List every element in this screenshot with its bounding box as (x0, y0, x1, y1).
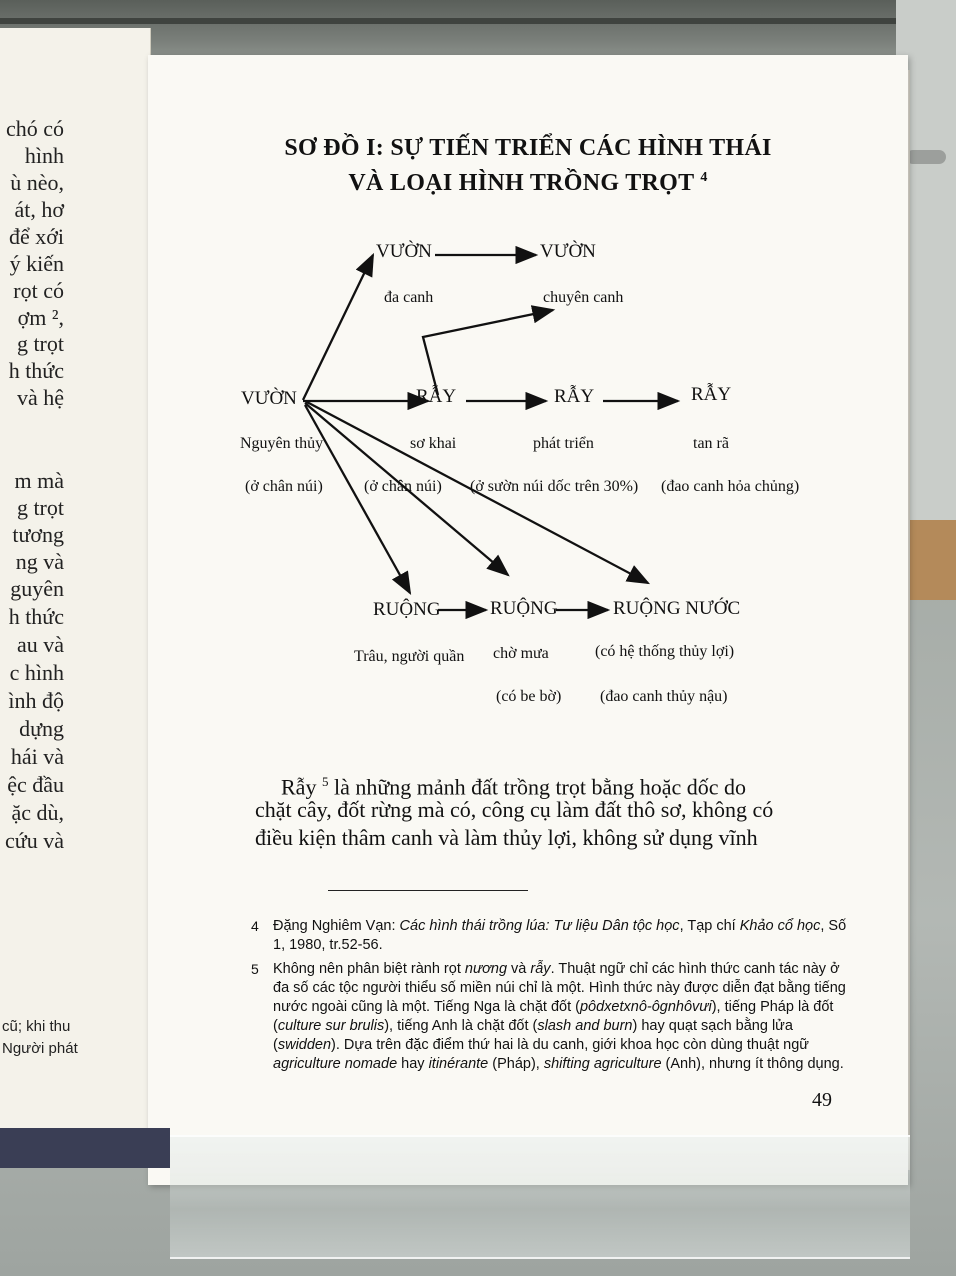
left-page-line: h thức (8, 604, 64, 629)
label-be-bo: (có be bờ) (496, 688, 562, 705)
body-line-2: chặt cây, đốt rừng mà có, công cụ làm đất thô sơ, không có (255, 797, 774, 822)
label-he-thong-thuy-loi: (có hệ thống thủy lợi) (595, 643, 735, 660)
label-chan-nui-2: (ở chân núi) (364, 478, 442, 495)
node-vuon-chuyen-canh: VƯỜN (540, 241, 596, 262)
left-page-line: ý kiến (9, 251, 64, 276)
book-cover-edge (0, 1128, 170, 1168)
footnote-5: 5 Không nên phân biệt rành rọt nương và rẫy. Thuật ngữ chỉ các hình thức canh tác này ở đa số các tộc người thiểu số miền núi chỉ là một. Hình thức này được diễn đạt bằng tiếng nước ngoài cũng là một. Tiếng Nga là chặt đốt (pôdxetxnô-ôgnhôvưi), tiếng Pháp là đốt (culture sur brulis), tiếng Anh là chặt đốt (slash and burn) hay quạt sạch bằng lửa (swidden). Dựa trên đặc điểm thứ hai là du canh, giới khoa học còn dùng thuật ngữ agriculture nomade hay itinérante (Pháp), shifting agriculture (Anh), nhưng ít thông dụng. (251, 961, 846, 1072)
door-handle (906, 150, 946, 164)
left-page-line: dựng (19, 716, 64, 741)
node-ruong-trau: RUỘNG (373, 599, 441, 620)
node-ray-phat-trien: RẪY (554, 386, 595, 407)
left-page-line: ệc đầu (7, 772, 64, 797)
left-page-line: guyên (10, 576, 64, 601)
body-line-1: Rẫy $^5$ là những mảnh đất trồng trọt bằng hoặc dốc do (281, 774, 747, 800)
body-line-3: điều kiện thâm canh và làm thủy lợi, không sử dụng vĩnh (255, 825, 758, 850)
label-dao-canh-thuy-nau: (đao canh thủy nậu) (600, 688, 728, 705)
label-suon-nui: (ở sườn núi dốc trên 30%) (470, 478, 639, 495)
left-page-line: hình (24, 143, 64, 168)
page-number: 49 (812, 1089, 832, 1111)
arrow-nguyen-thuy-to-ruong-trau (305, 405, 410, 593)
footnote-4: 4 Đặng Nghiêm Vạn: Các hình thái trồng lúa: Tư liệu Dân tộc học, Tạp chí Khảo cổ học, Số 1, 1980, tr.52-56. (251, 918, 847, 953)
label-dao-canh-hoa-chung: (đao canh hỏa chủng) (661, 478, 800, 495)
left-page-line: m mà (14, 468, 64, 493)
left-page-line: hái và (10, 744, 64, 769)
left-page-line: và hệ (16, 385, 64, 410)
diagram-title-line2: VÀ LOẠI HÌNH TRỒNG TRỌT $^4$ (348, 170, 708, 196)
left-page-footnote-line: cũ; khi thu (2, 1018, 71, 1035)
node-vuon-nguyen-thuy: VƯỜN (241, 388, 297, 409)
arrow-nguyen-thuy-to-da-canh (303, 255, 373, 400)
label-nguyen-thuy: Nguyên thủy (240, 435, 324, 452)
shelf-edge (0, 18, 956, 24)
left-page-line: h thức (8, 358, 64, 383)
left-page-line: au và (16, 632, 64, 657)
node-ruong-nuoc: RUỘNG NƯỚC (613, 598, 741, 619)
left-page-line: g trọt (16, 495, 64, 520)
node-vuon-da-canh: VƯỜN (376, 241, 432, 262)
left-page-line: để xới (8, 224, 64, 249)
left-page-line: ợm ², (17, 305, 64, 330)
left-page-line: chó có (5, 116, 64, 141)
label-chan-nui-1: (ở chân núi) (245, 478, 323, 495)
left-page-line: ng và (15, 549, 64, 574)
diagram-arrows (148, 55, 908, 635)
left-page-line: g trọt (16, 331, 64, 356)
node-ray-so-khai: RẪY (416, 386, 457, 407)
footnote-rule (328, 890, 528, 891)
label-da-canh: đa canh (384, 289, 434, 306)
left-page-line: át, hơ (14, 197, 64, 222)
left-page-line: cứu và (5, 828, 64, 853)
label-so-khai: sơ khai (410, 435, 457, 452)
left-page (0, 28, 151, 1128)
left-page-line: ù nèo, (10, 170, 64, 195)
label-phat-trien: phát triển (533, 435, 594, 452)
left-page-line: rọt có (13, 278, 64, 303)
left-page-footnote-line: Người phát (2, 1040, 78, 1057)
left-page-line: c hình (9, 660, 64, 685)
left-page-line: ình độ (8, 688, 64, 713)
node-ray-tan-ra: RẪY (691, 384, 732, 405)
title-footnote-ref: 4 (700, 170, 708, 185)
label-tan-ra: tan rã (693, 435, 729, 452)
acrylic-book-stand (170, 1135, 910, 1259)
left-page-line: ặc dù, (11, 800, 64, 825)
body-footnote-ref: 5 (321, 774, 329, 789)
label-cho-mua: chờ mưa (493, 645, 549, 662)
label-chuyen-canh: chuyên canh (543, 289, 624, 306)
book-page (148, 55, 908, 1185)
arrow-ray-so-khai-to-chuyen-canh (423, 310, 553, 395)
diagram-title-line1: SƠ ĐỒ I: SỰ TIẾN TRIỂN CÁC HÌNH THÁI (284, 135, 772, 161)
left-page-line: tương (12, 522, 64, 547)
cardboard-box (908, 520, 956, 600)
label-trau: Trâu, người quần (354, 648, 465, 665)
node-ruong-cho-mua: RUỘNG (490, 598, 558, 619)
